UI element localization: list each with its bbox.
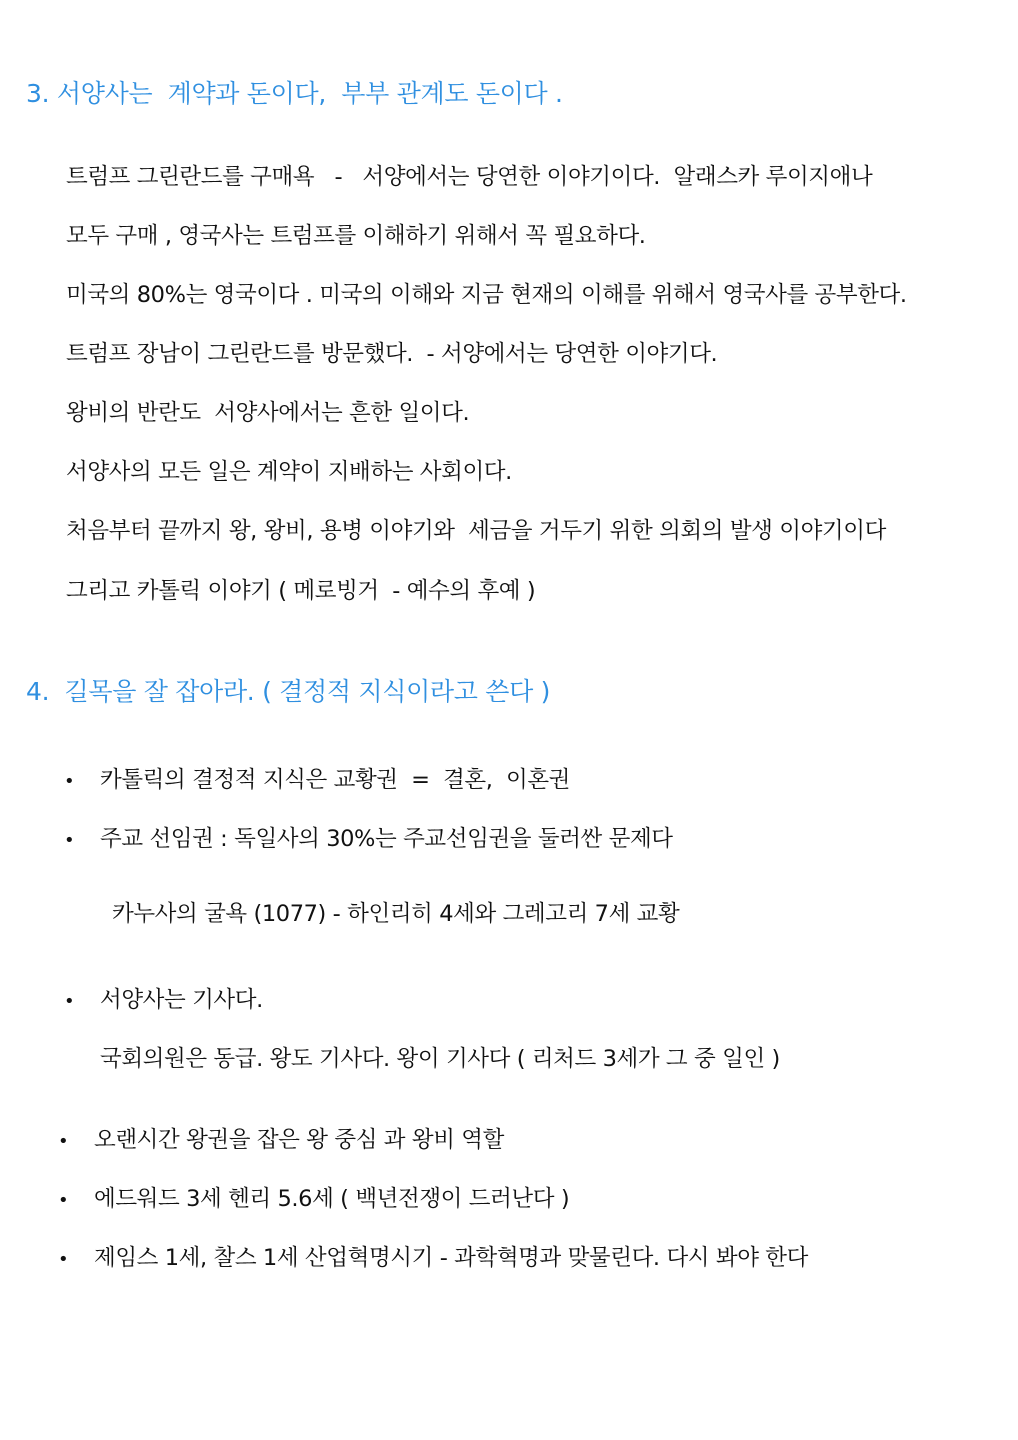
section-4-item-5: 에드워드 3세 헨리 5.6세 ( 백년전쟁이 드러난다 ) bbox=[94, 1186, 570, 1212]
section-3-line-3: 미국의 80%는 영국이다 . 미국의 이해와 지금 현재의 이해를 위해서 영국사를 공부한다. bbox=[66, 282, 907, 308]
bullet-icon: • bbox=[58, 1249, 69, 1270]
section-4-item-3: 서양사는 기사다. bbox=[100, 987, 263, 1013]
section-4-item-6: 제임스 1세, 찰스 1세 산업혁명시기 - 과학혁명과 맞물린다. 다시 봐야 한다 bbox=[94, 1245, 808, 1271]
bullet-icon: • bbox=[58, 1131, 69, 1152]
section-3-heading: 3. 서양사는 계약과 돈이다, 부부 관계도 돈이다 . bbox=[26, 79, 563, 108]
section-4-heading: 4. 길목을 잘 잡아라. ( 결정적 지식이라고 쓴다 ) bbox=[26, 677, 551, 706]
section-3-line-6: 서양사의 모든 일은 계약이 지배하는 사회이다. bbox=[66, 459, 512, 485]
bullet-icon: • bbox=[64, 771, 75, 792]
section-3-line-8: 그리고 카톨릭 이야기 ( 메로빙거 - 예수의 후예 ) bbox=[66, 578, 536, 604]
section-4-subline-1: 카누사의 굴욕 (1077) - 하인리히 4세와 그레고리 7세 교황 bbox=[112, 901, 680, 927]
section-3-line-2: 모두 구매 , 영국사는 트럼프를 이해하기 위해서 꼭 필요하다. bbox=[66, 223, 646, 249]
section-4-subline-2: 국회의원은 동급. 왕도 기사다. 왕이 기사다 ( 리처드 3세가 그 중 일인 ) bbox=[100, 1046, 780, 1072]
section-4-item-4: 오랜시간 왕권을 잡은 왕 중심 과 왕비 역할 bbox=[94, 1127, 504, 1153]
section-3-line-5: 왕비의 반란도 서양사에서는 흔한 일이다. bbox=[66, 400, 470, 426]
section-3-line-7: 처음부터 끝까지 왕, 왕비, 용병 이야기와 세금을 거두기 위한 의회의 발생 이야기이다 bbox=[66, 518, 886, 544]
section-4-item-2: 주교 선임권 : 독일사의 30%는 주교선임권을 둘러싼 문제다 bbox=[100, 826, 673, 852]
bullet-icon: • bbox=[58, 1190, 69, 1211]
section-3-line-4: 트럼프 장남이 그린란드를 방문했다. - 서양에서는 당연한 이야기다. bbox=[66, 341, 718, 367]
bullet-icon: • bbox=[64, 830, 75, 851]
section-3-line-1: 트럼프 그린란드를 구매욕 - 서양에서는 당연한 이야기이다. 알래스카 루이지애나 bbox=[66, 164, 873, 190]
section-4-item-1: 카톨릭의 결정적 지식은 교황권 = 결혼, 이혼권 bbox=[100, 767, 571, 793]
bullet-icon: • bbox=[64, 991, 75, 1012]
